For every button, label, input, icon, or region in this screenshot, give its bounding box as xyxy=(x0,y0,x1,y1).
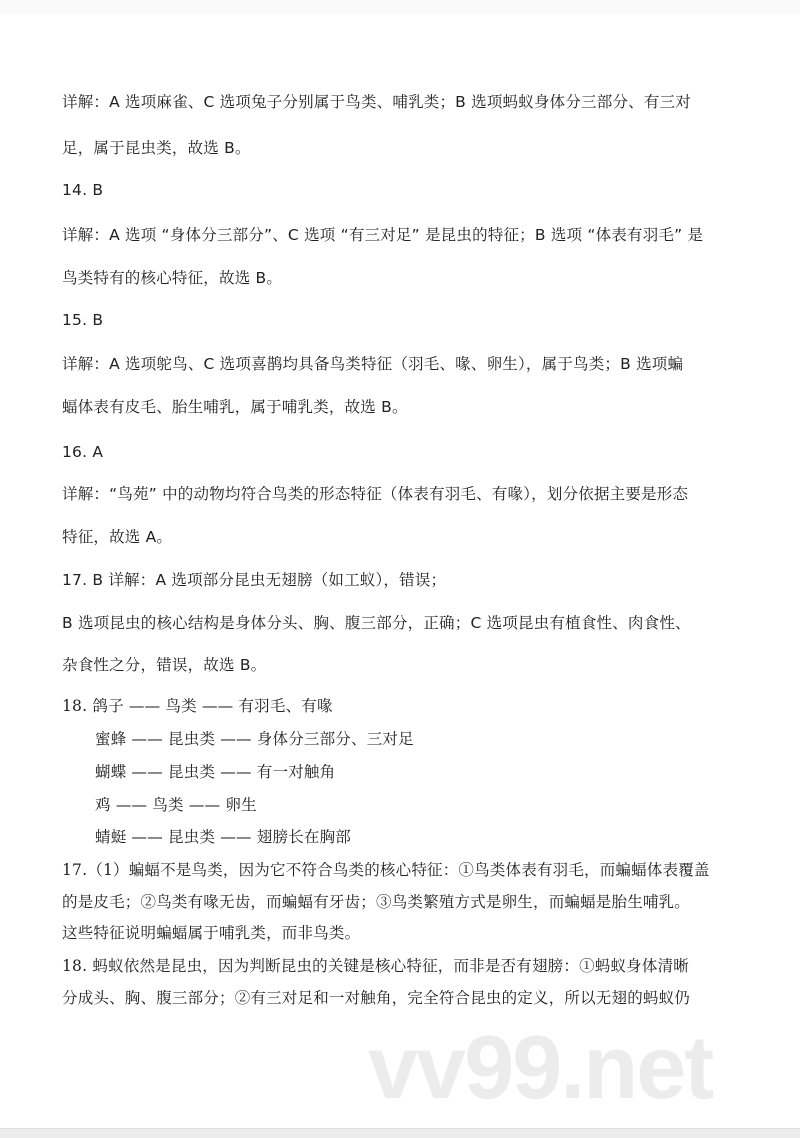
text-line: 蝠体表有皮毛、胎生哺乳，属于哺乳类，故选 B。 xyxy=(62,398,408,416)
matching-line: 蜻蜓 —— 昆虫类 —— 翅膀长在胸部 xyxy=(95,828,352,846)
text-line: B 选项昆虫的核心结构是身体分头、胸、腹三部分，正确；C 选项昆虫有植食性、肉食性、 xyxy=(62,614,691,632)
matching-line: 蜜蜂 —— 昆虫类 —— 身体分三部分、三对足 xyxy=(95,730,414,748)
answer-number: 14. B xyxy=(62,181,104,199)
text-line: 杂食性之分，错误，故选 B。 xyxy=(62,656,267,674)
text-line: 详解：A 选项鸵鸟、C 选项喜鹊均具备鸟类特征（羽毛、喙、卵生），属于鸟类；B 选项蝙 xyxy=(62,355,684,373)
page-top-edge xyxy=(0,0,800,14)
text-line: 的是皮毛；②鸟类有喙无齿，而蝙蝠有牙齿；③鸟类繁殖方式是卵生，而蝙蝠是胎生哺乳。 xyxy=(62,893,691,911)
answer-number: 16. A xyxy=(62,443,104,461)
text-line: 特征，故选 A。 xyxy=(62,528,173,546)
text-line: 17.（1）蝙蝠不是鸟类，因为它不符合鸟类的核心特征：①鸟类体表有羽毛，而蝙蝠体表覆盖 xyxy=(62,861,710,879)
answer-number: 15. B xyxy=(62,311,104,329)
text-line: 详解：A 选项 “身体分三部分”、C 选项 “有三对足” 是昆虫的特征；B 选项 “体表有羽毛” 是 xyxy=(62,226,704,244)
text-line: 这些特征说明蝙蝠属于哺乳类，而非鸟类。 xyxy=(62,924,361,942)
text-line: 17. B 详解：A 选项部分昆虫无翅膀（如工蚁），错误； xyxy=(62,571,447,589)
matching-line: 18. 鸽子 —— 鸟类 —— 有羽毛、有喙 xyxy=(62,697,333,715)
text-line: 鸟类特有的核心特征，故选 B。 xyxy=(62,269,283,287)
watermark: vv99.net xyxy=(368,1018,713,1118)
matching-line: 鸡 —— 鸟类 —— 卵生 xyxy=(95,796,257,814)
matching-line: 蝴蝶 —— 昆虫类 —— 有一对触角 xyxy=(95,763,336,781)
text-line: 详解：A 选项麻雀、C 选项兔子分别属于鸟类、哺乳类；B 选项蚂蚁身体分三部分、有三对 xyxy=(62,93,691,111)
text-line: 详解：“鸟苑” 中的动物均符合鸟类的形态特征（体表有羽毛、有喙），划分依据主要是形态 xyxy=(62,485,689,503)
text-line: 分成头、胸、腹三部分；②有三对足和一对触角，完全符合昆虫的定义，所以无翅的蚂蚁仍 xyxy=(62,989,691,1007)
text-line: 足，属于昆虫类，故选 B。 xyxy=(62,139,251,157)
text-line: 18. 蚂蚁依然是昆虫，因为判断昆虫的关键是核心特征，而非是否有翅膀：①蚂蚁身体清晰 xyxy=(62,957,689,975)
